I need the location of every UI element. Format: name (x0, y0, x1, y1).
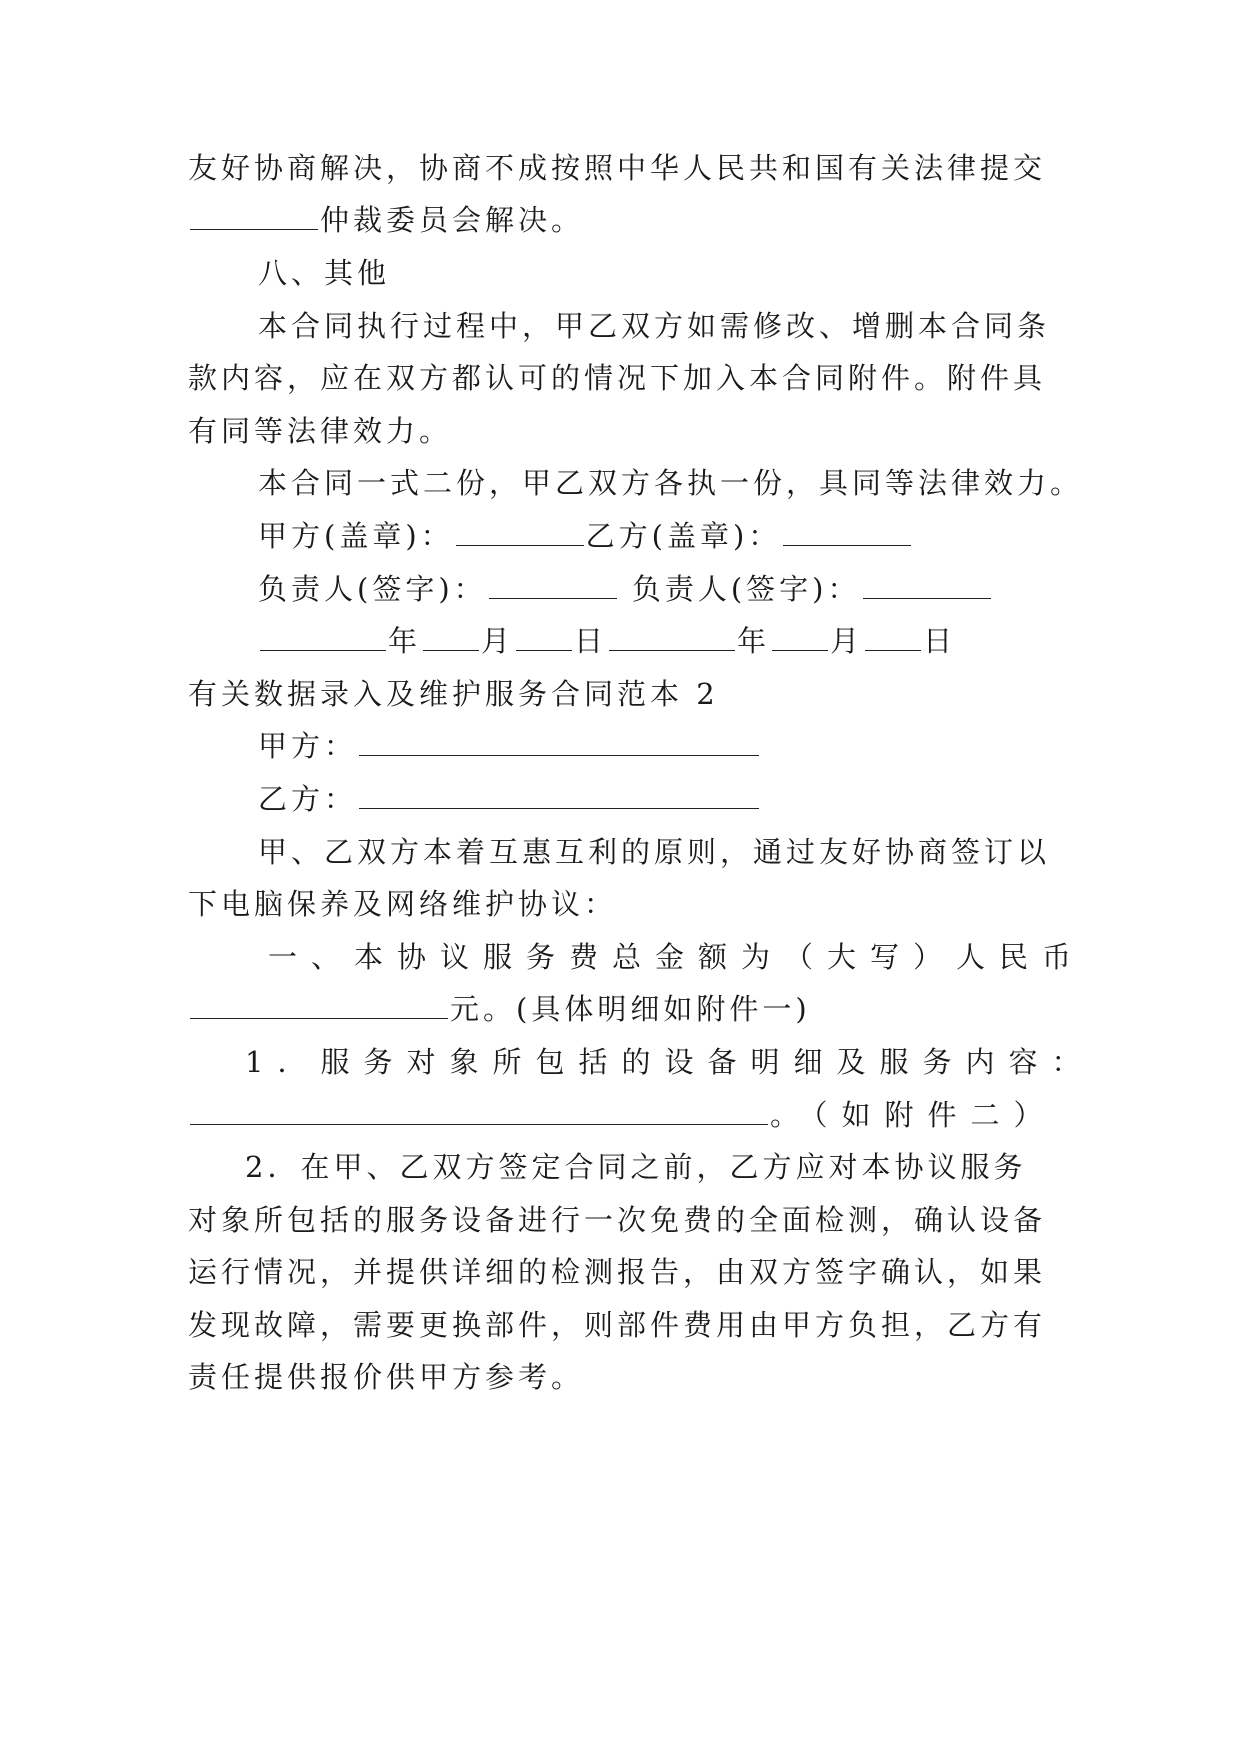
text-line: 有同等法律效力。 (188, 414, 453, 448)
text-line: 本合同一式二份，甲乙双方各执一份，具同等法律效力。 (258, 466, 1084, 500)
blank-field (190, 203, 318, 230)
text-line: 甲、乙双方本着互惠互利的原则，通过友好协商签订以 (258, 835, 1051, 869)
text-line: 2．在甲、乙双方签定合同之前，乙方应对本协议服务 (245, 1150, 1027, 1184)
blank-field (783, 519, 911, 546)
blank-field (609, 624, 735, 651)
party-line: 乙方： (258, 779, 761, 819)
blank-field (190, 1098, 768, 1125)
text-line: 责任提供报价供甲方参考。 (188, 1360, 585, 1394)
text-line: 款内容，应在双方都认可的情况下加入本合同附件。附件具 (188, 361, 1047, 395)
text-line: 元。(具体明细如附件一) (188, 989, 811, 1029)
blank-field (359, 782, 759, 809)
text-line: 运行情况，并提供详细的检测报告，由双方签字确认，如果 (188, 1255, 1047, 1289)
document-title: 有关数据录入及维护服务合同范本 2 (188, 677, 719, 711)
text-line: 。（如附件二） (188, 1095, 1057, 1135)
blank-field (190, 992, 448, 1019)
text-line: 友好协商解决，协商不成按照中华人民共和国有关法律提交 (188, 151, 1047, 185)
blank-field (359, 729, 759, 756)
party-line: 甲方： (258, 726, 761, 766)
blank-field (423, 624, 479, 651)
section-heading: 八、其他 (258, 256, 391, 290)
signature-line: 负责人(签字)： 负责人(签字)： (258, 569, 993, 609)
blank-field (863, 572, 991, 599)
text-line: 仲裁委员会解决。 (188, 200, 584, 240)
signature-line: 甲方(盖章)： 乙方(盖章)： (258, 516, 913, 556)
blank-field (260, 624, 386, 651)
date-line: 年 月 日 年 月 日 (258, 621, 956, 661)
text-line: 下电脑保养及网络维护协议： (188, 887, 618, 921)
blank-field (489, 572, 617, 599)
blank-field (772, 624, 828, 651)
text-line: 本合同执行过程中，甲乙双方如需修改、增删本合同条 (258, 309, 1051, 343)
text-line: 一、本协议服务费总金额为（大写）人民币 (268, 940, 1086, 974)
text-line: 发现故障，需要更换部件，则部件费用由甲方负担，乙方有 (188, 1308, 1047, 1342)
blank-field (516, 624, 572, 651)
blank-field (456, 519, 584, 546)
text-line: 对象所包括的服务设备进行一次免费的全面检测，确认设备 (188, 1203, 1047, 1237)
blank-field (865, 624, 921, 651)
text-line: 1．服务对象所包括的设备明细及服务内容： (245, 1045, 1095, 1079)
